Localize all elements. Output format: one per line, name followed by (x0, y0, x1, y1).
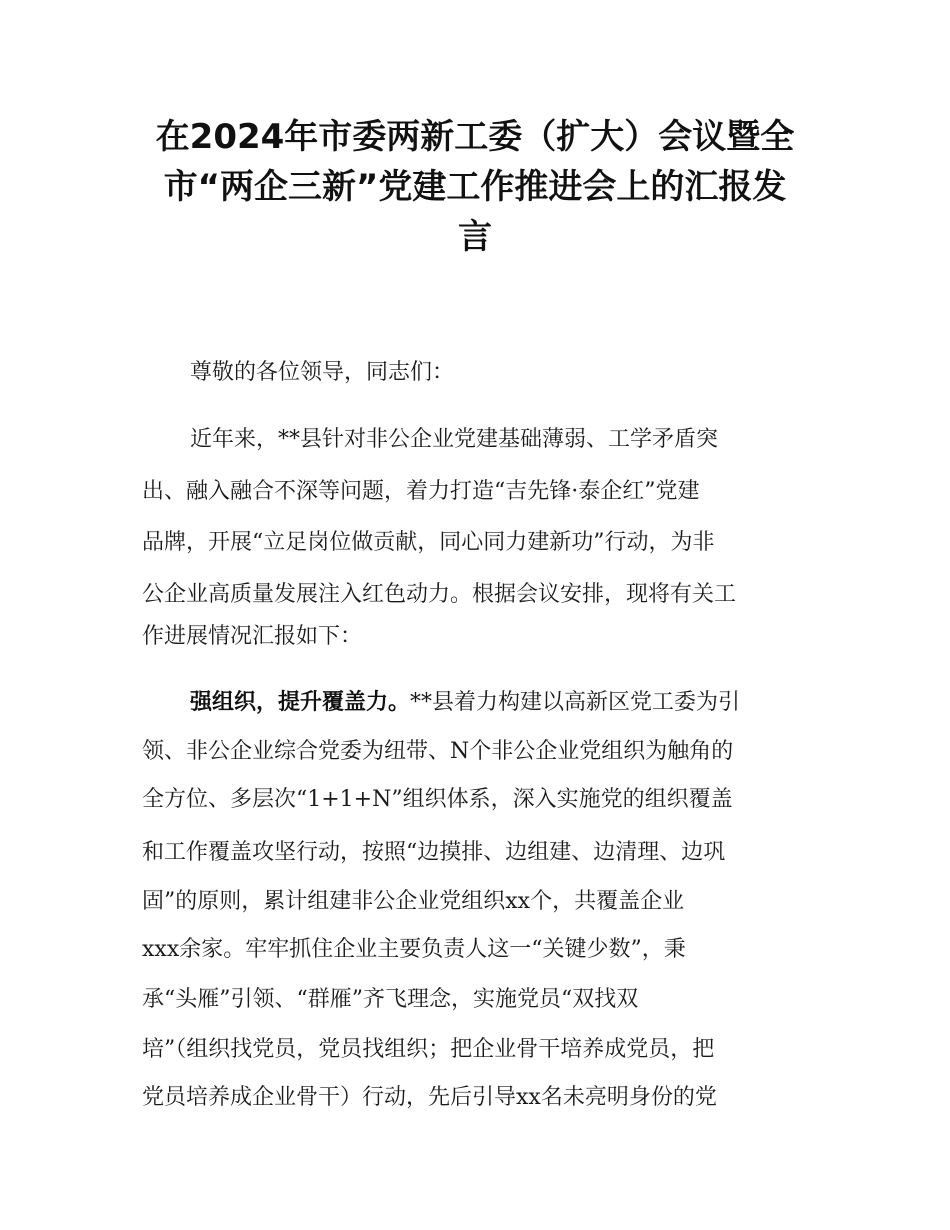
title-line: 市“两企三新”党建工作推进会上的汇报发 (163, 167, 787, 207)
paragraph-line (190, 688, 740, 718)
title-line: 言 (458, 217, 492, 257)
paragraph-line: 出、融入融合不深等问题，着力打造“吉先锋·泰企红”党建 (142, 479, 700, 504)
paragraph-line: 公企业高质量发展注入红色动力。根据会议安排，现将有关工 (142, 582, 737, 607)
paragraph-line: 近年来，**县针对非公企业党建基础薄弱、工学矛盾突 (190, 427, 719, 452)
paragraph-text: **县着力构建以高新区党工委为引 (410, 690, 741, 715)
paragraph-line: 培”（组织找党员，党员找组织；把企业骨干培养成党员，把 (142, 1037, 715, 1062)
paragraph-line: 党员培养成企业骨干）行动，先后引导xx名未亮明身份的党 (142, 1085, 717, 1110)
salutation: 尊敬的各位领导，同志们： (190, 360, 455, 385)
paragraph-line: 全方位、多层次“1+1+N”组织体系，深入实施党的组织覆盖 (142, 787, 733, 812)
document-title (0, 112, 950, 262)
paragraph-line: 作进展情况汇报如下： (142, 624, 363, 649)
paragraph-line: 承“头雁”引领、“群雁”齐飞理念，实施党员“双找双 (142, 987, 639, 1012)
paragraph-line: 品牌，开展“立足岗位做贡献，同心同力建新功”行动，为非 (142, 530, 715, 555)
title-line: 在2024年市委两新工委（扩大）会议暨全 (155, 117, 795, 157)
section-lead-heading: 强组织，提升覆盖力。 (190, 690, 411, 715)
paragraph-line: 和工作覆盖攻坚行动，按照“边摸排、边组建、边清理、边巩 (142, 840, 726, 865)
paragraph-line: 领、非公企业综合党委为纽带、N个非公企业党组织为触角的 (142, 739, 734, 764)
paragraph-line: 固”的原则，累计组建非公企业党组织xx个，共覆盖企业 (142, 889, 685, 914)
paragraph-line: xxx余家。牢牢抓住企业主要负责人这一“关键少数”，秉 (142, 937, 686, 962)
